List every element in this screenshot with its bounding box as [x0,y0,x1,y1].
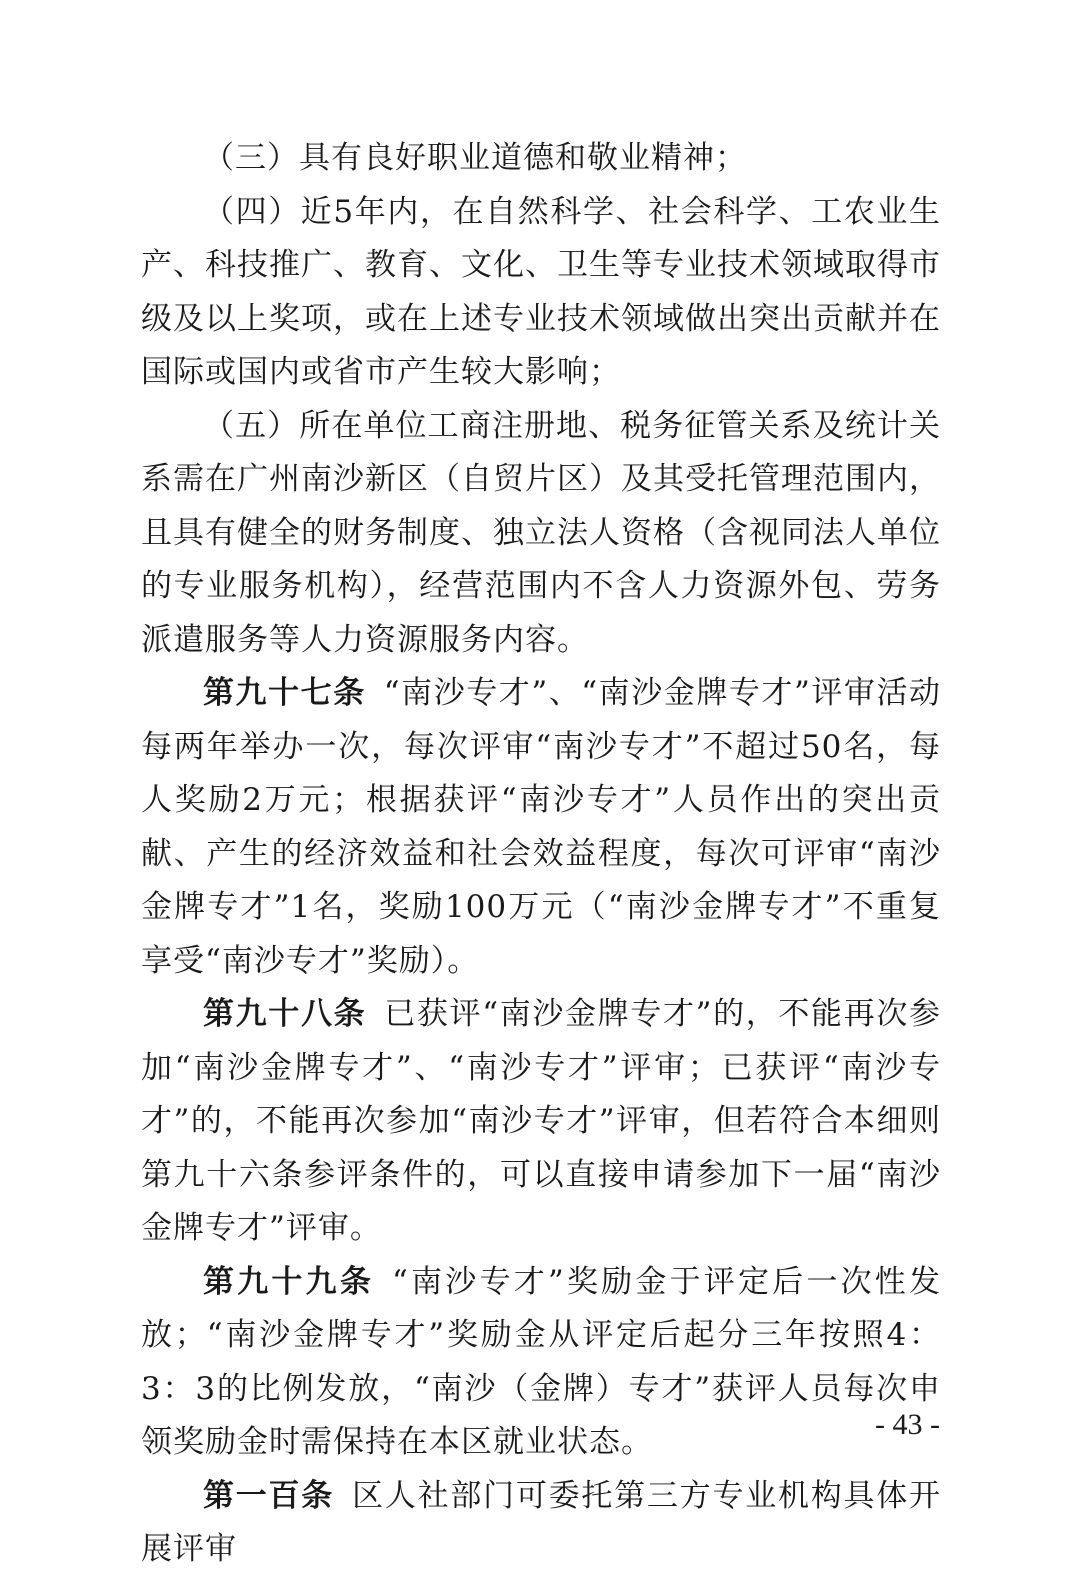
article-heading: 第九十九条 [203,1263,375,1300]
article-heading: 第九十七条 [203,675,366,711]
article-text: “南沙专才”、“南沙金牌专才”评审活动每两年举办一次，每次评审“南沙专才”不超过50名，每人奖励2万元；根据获评“南沙专才”人员作出的突出贡献、产生的经济效益和社会效益程度，每次可评审“南沙金牌专才”1名，奖励100万元（“南沙金牌专才”不重复享受“南沙专才”奖励）。 [141,675,941,979]
article-100 [141,1470,941,1577]
paragraph-condition-5 [141,400,941,668]
article-heading: 第九十八条 [203,996,367,1032]
paragraph-condition-4 [141,186,941,400]
document-body [141,132,941,1577]
paragraph-text: （三）具有良好职业道德和敬业精神； [203,140,747,176]
paragraph-condition-3 [141,132,941,186]
article-99 [141,1256,941,1470]
article-97 [141,667,941,988]
article-heading: 第一百条 [203,1477,335,1514]
page-number: - 43 - [875,1408,940,1441]
article-text: “南沙专才”奖励金于评定后一次性发放；“南沙金牌专才”奖励金从评定后起分三年按照4：3：3的比例发放，“南沙（金牌）专才”获评人员每次申领奖励金时需保持在本区就业状态。 [141,1263,941,1460]
article-98 [141,988,941,1256]
paragraph-text: （四）近5年内，在自然科学、社会科学、工农业生产、科技推广、教育、文化、卫生等专业技术领域取得市级及以上奖项，或在上述专业技术领域做出突出贡献并在国际或国内或省市产生较大影响； [141,193,941,390]
article-text: 区人社部门可委托第三方专业机构具体开展评审 [141,1477,942,1567]
article-text: 已获评“南沙金牌专才”的，不能再次参加“南沙金牌专才”、“南沙专才”评审；已获评“南沙专才”的，不能再次参加“南沙专才”评审，但若符合本细则第九十六条参评条件的，可以直接申请参加下一届“南沙金牌专才”评审。 [141,996,941,1246]
paragraph-text: （五）所在单位工商注册地、税务征管关系及统计关系需在广州南沙新区（自贸片区）及其受托管理范围内，且具有健全的财务制度、独立法人资格（含视同法人单位的专业服务机构），经营范围内不含人力资源外包、劳务派遣服务等人力资源服务内容。 [141,407,941,658]
